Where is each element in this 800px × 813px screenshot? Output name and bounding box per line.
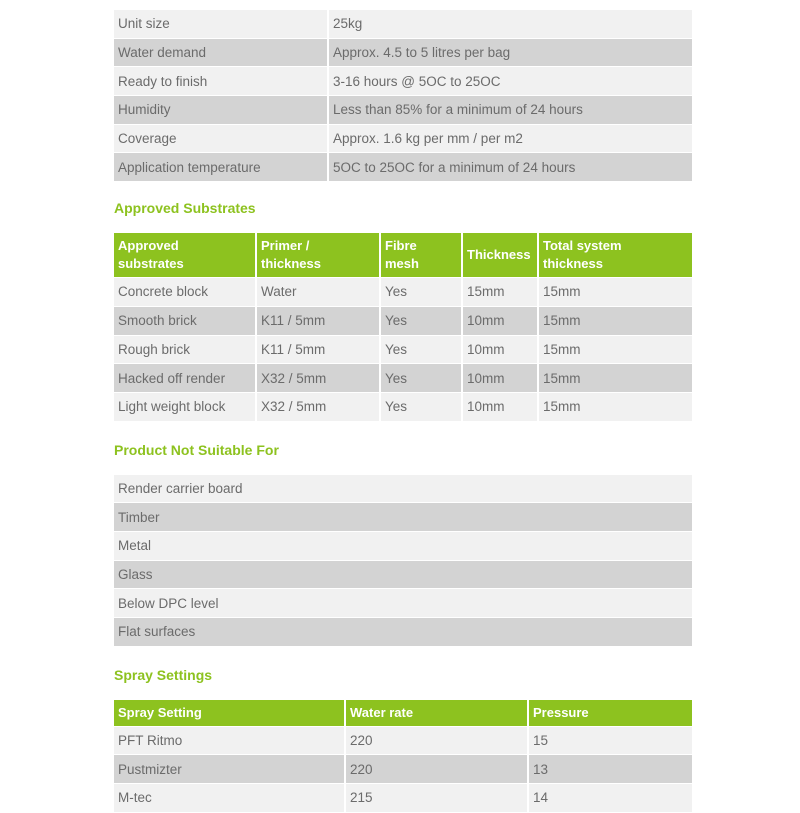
table-row xyxy=(114,755,692,784)
table-row xyxy=(114,589,692,618)
table-cell: 215 xyxy=(345,784,528,813)
table-cell: K11 / 5mm xyxy=(256,306,380,335)
table-row xyxy=(114,67,692,96)
not-suitable-item: Timber xyxy=(114,503,692,532)
not-suitable-heading: Product Not Suitable For xyxy=(114,441,279,458)
table-row xyxy=(114,726,692,755)
spec-label: Unit size xyxy=(114,10,328,38)
spec-value: 3-16 hours @ 5OC to 25OC xyxy=(328,67,692,96)
table-cell: Yes xyxy=(380,335,462,364)
table-cell: 10mm xyxy=(462,306,538,335)
table-cell: 220 xyxy=(345,726,528,755)
spec-value: Approx. 4.5 to 5 litres per bag xyxy=(328,38,692,67)
spec-value: 5OC to 25OC for a minimum of 24 hours xyxy=(328,153,692,182)
table-cell: 15mm xyxy=(462,278,538,307)
table-row xyxy=(114,38,692,67)
table-cell: PFT Ritmo xyxy=(114,726,345,755)
column-header: Water rate xyxy=(345,700,528,727)
specs-table xyxy=(114,10,692,182)
table-row xyxy=(114,503,692,532)
not-suitable-item: Below DPC level xyxy=(114,589,692,618)
spec-value: Approx. 1.6 kg per mm / per m2 xyxy=(328,124,692,153)
table-header-row xyxy=(114,700,692,727)
product-spec-document xyxy=(114,10,692,813)
table-row xyxy=(114,364,692,393)
column-header: Spray Setting xyxy=(114,700,345,727)
spec-label: Application temperature xyxy=(114,153,328,182)
not-suitable-item: Flat surfaces xyxy=(114,618,692,647)
table-cell: X32 / 5mm xyxy=(256,392,380,421)
table-cell: 10mm xyxy=(462,335,538,364)
not-suitable-table xyxy=(114,475,692,647)
spec-label: Humidity xyxy=(114,96,328,125)
table-row xyxy=(114,784,692,813)
column-header: Primer / thickness xyxy=(256,233,380,278)
table-cell: 15mm xyxy=(538,364,692,393)
spec-label: Water demand xyxy=(114,38,328,67)
table-cell: 15mm xyxy=(538,392,692,421)
table-row xyxy=(114,618,692,647)
table-cell: 15mm xyxy=(538,306,692,335)
table-row xyxy=(114,335,692,364)
table-cell: X32 / 5mm xyxy=(256,364,380,393)
table-row xyxy=(114,10,692,38)
column-header: Total system thickness xyxy=(538,233,692,278)
spec-value: 25kg xyxy=(328,10,692,38)
not-suitable-item: Render carrier board xyxy=(114,475,692,503)
table-cell: Rough brick xyxy=(114,335,256,364)
table-cell: 13 xyxy=(528,755,692,784)
not-suitable-item: Glass xyxy=(114,560,692,589)
approved-substrates-table xyxy=(114,233,692,421)
table-row xyxy=(114,306,692,335)
approved-substrates-heading: Approved Substrates xyxy=(114,200,256,217)
table-cell: 15mm xyxy=(538,278,692,307)
spec-label: Ready to finish xyxy=(114,67,328,96)
table-cell: Yes xyxy=(380,364,462,393)
table-cell: M-tec xyxy=(114,784,345,813)
table-cell: 10mm xyxy=(462,364,538,393)
table-cell: Yes xyxy=(380,278,462,307)
column-header: Thickness xyxy=(462,233,538,278)
table-cell: Hacked off render xyxy=(114,364,256,393)
table-cell: Concrete block xyxy=(114,278,256,307)
table-row xyxy=(114,96,692,125)
table-header-row xyxy=(114,233,692,278)
table-cell: Light weight block xyxy=(114,392,256,421)
table-row xyxy=(114,475,692,503)
table-row xyxy=(114,153,692,182)
table-cell: Pustmizter xyxy=(114,755,345,784)
table-cell: 14 xyxy=(528,784,692,813)
spec-value: Less than 85% for a minimum of 24 hours xyxy=(328,96,692,125)
table-cell: Water xyxy=(256,278,380,307)
table-row xyxy=(114,560,692,589)
column-header: Pressure xyxy=(528,700,692,727)
table-cell: 10mm xyxy=(462,392,538,421)
table-row xyxy=(114,278,692,307)
table-row xyxy=(114,124,692,153)
not-suitable-item: Metal xyxy=(114,531,692,560)
column-header: Approved substrates xyxy=(114,233,256,278)
table-cell: 15 xyxy=(528,726,692,755)
column-header: Fibre mesh xyxy=(380,233,462,278)
spec-label: Coverage xyxy=(114,124,328,153)
table-cell: K11 / 5mm xyxy=(256,335,380,364)
spray-settings-table xyxy=(114,700,692,813)
table-cell: 15mm xyxy=(538,335,692,364)
table-row xyxy=(114,392,692,421)
table-cell: Smooth brick xyxy=(114,306,256,335)
table-cell: Yes xyxy=(380,306,462,335)
table-row xyxy=(114,531,692,560)
spray-settings-heading: Spray Settings xyxy=(114,666,213,683)
table-cell: Yes xyxy=(380,392,462,421)
table-cell: 220 xyxy=(345,755,528,784)
